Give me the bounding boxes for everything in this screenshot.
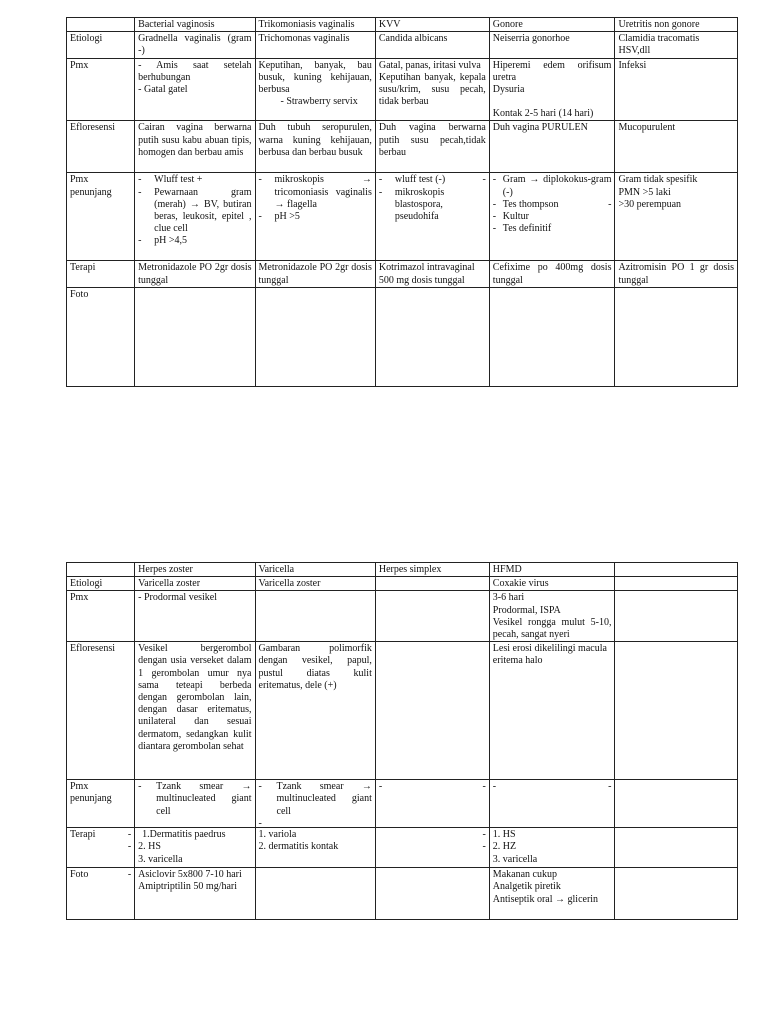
table-cell: Azitromisin PO 1 gr dosis tunggal: [615, 261, 738, 288]
table-cell: Metronidazole PO 2gr dosis tunggal: [255, 261, 375, 288]
list-item: - Tes thompson -: [493, 199, 612, 211]
table-cell: [375, 58, 489, 121]
cell-line: >30 perempuan: [618, 198, 682, 210]
header-cell: Herpes simplex: [375, 563, 489, 577]
table-cell: Vesikel bergerombol dengan usia verseket dalam 1 gerombolan umur nya sama teteapi berbeda dengan gerombolan lain, dengan dasar eritematus, unilateral dan sesuai dermatom, sedangkan kulit diantara gerombolan sehat: [135, 642, 255, 780]
table-cell: [135, 173, 255, 261]
table-header-row: [67, 18, 738, 32]
table-cell: [255, 828, 375, 868]
cell-line: Keputihan banyak, kepala susu/krim, susu pecah, tidak berbau: [378, 71, 486, 108]
cell-line: - Strawberry servix: [280, 96, 358, 108]
table-row: [67, 591, 738, 642]
cell-line: Antiseptik oral → glicerin: [492, 893, 599, 905]
cell-line: Dysuria: [492, 84, 525, 96]
cell-line: Keputihan, banyak, bau busuk, kuning kehijauan, berbusa: [258, 59, 372, 96]
cell-line: 1.Dermatitis paedrus: [142, 829, 226, 841]
table-cell: Duh vagina PURULEN: [489, 121, 615, 173]
cell-line: Gram tidak spesifik: [618, 174, 698, 186]
table-cell: - -: [489, 780, 615, 828]
list-item: - Pewarnaan gram (merah) → BV, butiran beras, leukosit, epitel , clue cell: [138, 187, 251, 236]
list-item: - Gram → diplokokus-gram (-): [493, 174, 612, 198]
cell-line: 2. dermatitis kontak: [258, 841, 339, 853]
cell-line: Vesikel rongga mulut 5-10, pecah, sangat nyeri: [492, 616, 612, 641]
cell-line: [493, 96, 612, 108]
table-cell: Infeksi: [615, 58, 738, 121]
list-item: - Tzank smear → multinucleated giant cell: [138, 781, 251, 818]
cell-line: Hiperemi edem orifisum uretra: [492, 59, 612, 83]
list-item: - Wluff test +: [138, 174, 251, 186]
row-label: Etiologi: [67, 577, 135, 591]
cell-line: Amiptriptilin 50 mg/hari: [138, 881, 238, 893]
table-cell-empty: [615, 828, 738, 868]
table-cell-empty: [615, 577, 738, 591]
table-cell: Varicella zoster: [255, 577, 375, 591]
table-row: [67, 868, 738, 920]
row-label: Terapi: [67, 261, 135, 288]
row-label: Pmx penunjang: [67, 173, 135, 261]
table-cell: [255, 58, 375, 121]
table-row: [67, 58, 738, 121]
cell-line: 2. HZ: [492, 841, 517, 853]
list-item: - mikroskopis blastospora, pseudohifa: [379, 187, 486, 224]
table-cell: [255, 173, 375, 261]
cell-line: Asiclovir 5x800 7-10 hari: [138, 869, 242, 881]
header-cell: Trikomoniasis vaginalis: [255, 18, 375, 32]
table-cell-empty: [255, 591, 375, 642]
table-cell: Neiserria gonorhoe: [489, 32, 615, 58]
header-cell-empty: [615, 563, 738, 577]
cell-line: - Gatal gatel: [138, 84, 188, 96]
row-label: Foto: [67, 288, 135, 387]
row-label: Pmx: [67, 591, 135, 642]
table-row: [67, 32, 738, 58]
table-cell: [255, 780, 375, 828]
table-cell: - Prodormal vesikel: [135, 591, 255, 642]
header-cell: HFMD: [489, 563, 615, 577]
table-cell: [135, 828, 255, 868]
header-cell: Varicella: [255, 563, 375, 577]
cell-line: Makanan cukup: [492, 869, 557, 881]
table-cell: [135, 58, 255, 121]
table-cell-empty: [615, 868, 738, 920]
table-cell: Gambaran polimorfik dengan vesikel, papul, pustul diatas kulit eritematus, dele (+): [255, 642, 375, 780]
table-cell: Lesi erosi dikelilingi macula eritema halo: [489, 642, 615, 780]
table-cell-empty: [615, 780, 738, 828]
table-cell-empty: [255, 288, 375, 387]
table-cell-empty: [135, 288, 255, 387]
cell-line: Prodormal, ISPA: [492, 604, 561, 616]
table-cell-empty: [255, 868, 375, 920]
table-cell: [489, 591, 615, 642]
header-cell: Herpes zoster: [135, 563, 255, 577]
header-cell-empty: [67, 18, 135, 32]
table-cell: [615, 32, 738, 58]
list-item: - Tes definitif: [493, 223, 612, 235]
header-cell: Uretritis non gonore: [615, 18, 738, 32]
table-cell: Gradnella vaginalis (gram -): [135, 32, 255, 58]
cell-line: HSV,dll: [618, 45, 651, 57]
cell-line: 1. variola: [258, 829, 297, 841]
header-cell: Bacterial vaginosis: [135, 18, 255, 32]
row-label: Efloresensi: [67, 121, 135, 173]
cell-line: 1. HS: [492, 829, 516, 841]
row-label: Foto -: [67, 868, 135, 920]
cell-line: 3-6 hari: [492, 592, 525, 604]
cell-line: Gatal, panas, iritasi vulva: [378, 59, 481, 71]
table-cell: Duh vagina berwarna putih susu pecah,tidak berbau: [375, 121, 489, 173]
table-row: [67, 828, 738, 868]
table-cell-empty: [375, 868, 489, 920]
table-cell: Kotrimazol intravaginal 500 mg dosis tunggal: [375, 261, 489, 288]
list-item: - Tzank smear → multinucleated giant cell: [259, 781, 372, 818]
table-cell: - -: [375, 780, 489, 828]
cell-line: 2. HS: [138, 841, 161, 853]
cell-line: 3. varicella: [492, 853, 538, 865]
table-cell: [375, 173, 489, 261]
header-cell: KVV: [375, 18, 489, 32]
std-comparison-table: [66, 17, 738, 387]
table-row: [67, 173, 738, 261]
header-cell: Gonore: [489, 18, 615, 32]
table-row: [67, 261, 738, 288]
row-label: Pmx penunjang: [67, 780, 135, 828]
table-cell: [489, 868, 615, 920]
table-row: [67, 642, 738, 780]
table-cell-empty: [615, 288, 738, 387]
table-cell: [489, 173, 615, 261]
header-cell-empty: [67, 563, 135, 577]
table-cell: [489, 828, 615, 868]
list-item: - wluff test (-) -: [379, 174, 486, 186]
cell-line: 3. varicella: [138, 853, 183, 865]
cell-line: Clamidia tracomatis: [618, 33, 700, 45]
row-label: Pmx: [67, 58, 135, 121]
row-label: Etiologi: [67, 32, 135, 58]
table-cell-empty: [489, 288, 615, 387]
table-row: [67, 121, 738, 173]
cell-line: - Amis saat setelah berhubungan: [138, 59, 252, 83]
table-cell: [135, 868, 255, 920]
table-cell-empty: [615, 642, 738, 780]
table-cell: [489, 58, 615, 121]
table-header-row: [67, 563, 738, 577]
list-item: - pH >4,5: [138, 235, 251, 247]
list-item: - pH >5: [259, 211, 372, 223]
cell-line: Kontak 2-5 hari (14 hari): [492, 108, 594, 120]
cell-line: PMN >5 laki: [618, 186, 671, 198]
table-cell-empty: [375, 577, 489, 591]
table-cell-empty: [375, 642, 489, 780]
table-row: [67, 780, 738, 828]
table-cell: Candida albicans: [375, 32, 489, 58]
table-cell: Coxakie virus: [489, 577, 615, 591]
table-cell: Trichomonas vaginalis: [255, 32, 375, 58]
table-cell: Mucopurulent: [615, 121, 738, 173]
table-cell: Duh tubuh seropurulen, warna kuning kehijauan, berbusa dan berbau busuk: [255, 121, 375, 173]
viral-skin-disease-table: [66, 562, 738, 920]
table-cell-empty: [375, 591, 489, 642]
table-cell-empty: [615, 591, 738, 642]
cell-line: Analgetik piretik: [492, 881, 561, 893]
table-cell-empty: [375, 288, 489, 387]
table-cell: Metronidazole PO 2gr dosis tunggal: [135, 261, 255, 288]
table-cell: [135, 780, 255, 828]
row-label: Terapi - -: [67, 828, 135, 868]
table-row: [67, 577, 738, 591]
table-cell: Varicella zoster: [135, 577, 255, 591]
list-item: - mikroskopis → tricomoniasis vaginalis → flagella: [259, 174, 372, 211]
table-cell: - -: [375, 828, 489, 868]
table-cell: Cefixime po 400mg dosis tunggal: [489, 261, 615, 288]
table-cell: Cairan vagina berwarna putih susu kabu abuan tipis, homogen dan berbau amis: [135, 121, 255, 173]
row-label: Efloresensi: [67, 642, 135, 780]
list-item: - Kultur: [493, 211, 612, 223]
table-cell: [615, 173, 738, 261]
table-row: [67, 288, 738, 387]
